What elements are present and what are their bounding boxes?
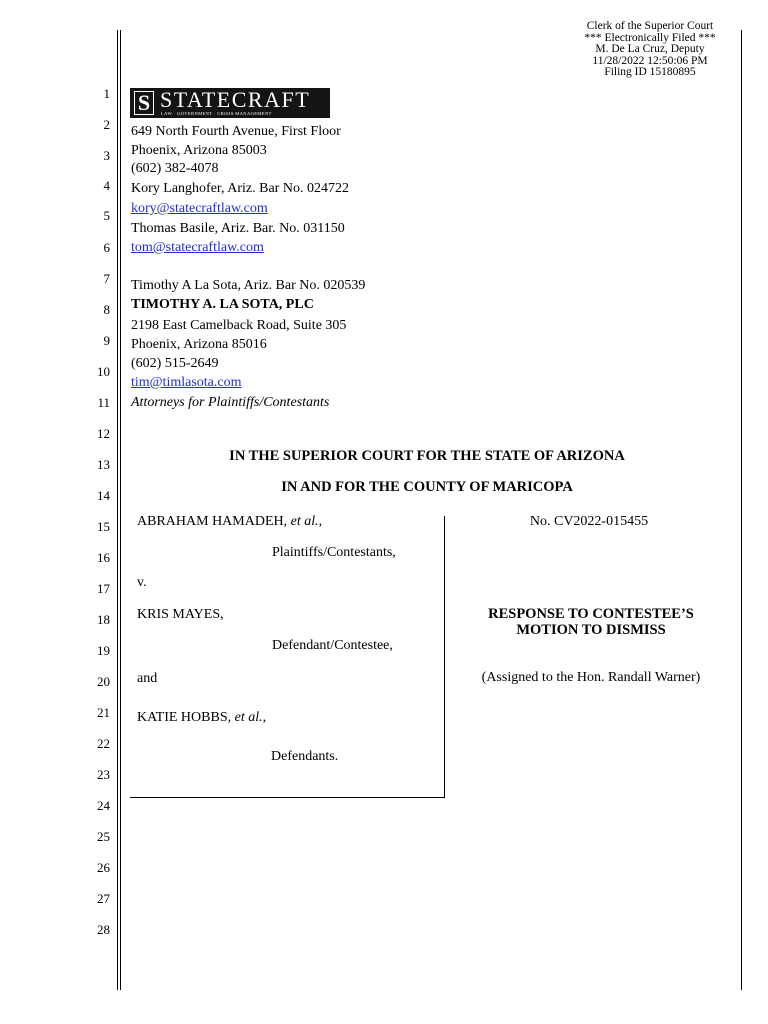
line-number: 6 bbox=[103, 240, 110, 255]
line-number: 22 bbox=[97, 736, 110, 751]
line-number: 11 bbox=[97, 395, 110, 410]
versus: v. bbox=[137, 575, 147, 590]
email-link-kory[interactable]: kory@statecraftlaw.com bbox=[131, 201, 268, 216]
email-link-tim[interactable]: tim@timlasota.com bbox=[131, 375, 242, 390]
line-number: 27 bbox=[97, 891, 110, 906]
line-number: 17 bbox=[97, 581, 110, 596]
email-link-tom[interactable]: tom@statecraftlaw.com bbox=[131, 240, 264, 255]
line-number: 12 bbox=[97, 426, 110, 441]
defendant-name: KRIS MAYES, bbox=[137, 607, 224, 622]
plaintiff-role: Plaintiffs/Contestants, bbox=[272, 545, 396, 560]
firm2-phone: (602) 515-2649 bbox=[131, 356, 219, 371]
defendant-role: Defendant/Contestee, bbox=[272, 638, 393, 653]
stamp-line: *** Electronically Filed *** bbox=[584, 31, 716, 44]
firm2-address1: 2198 East Camelback Road, Suite 305 bbox=[131, 318, 347, 333]
assigned-judge: (Assigned to the Hon. Randall Warner) bbox=[481, 670, 701, 685]
defendant2-name bbox=[137, 710, 266, 726]
line-number: 28 bbox=[97, 922, 110, 937]
line-number: 15 bbox=[97, 519, 110, 534]
attorney-langhofer: Kory Langhofer, Ariz. Bar No. 024722 bbox=[131, 181, 349, 196]
left-margin-rule-inner bbox=[120, 30, 121, 990]
firm1-address2: Phoenix, Arizona 85003 bbox=[131, 143, 267, 158]
defendant2-comma: , bbox=[262, 710, 267, 725]
statecraft-logo bbox=[130, 88, 330, 118]
court-heading-line2: IN AND FOR THE COUNTY OF MARICOPA bbox=[281, 479, 573, 495]
and-text: and bbox=[137, 671, 158, 686]
document-title-line2: MOTION TO DISMISS bbox=[516, 622, 666, 638]
defendant2-etal: et al. bbox=[234, 710, 263, 725]
court-heading-line1: IN THE SUPERIOR COURT FOR THE STATE OF ARIZONA bbox=[229, 448, 625, 464]
line-number: 24 bbox=[97, 798, 110, 813]
line-number: 18 bbox=[97, 612, 110, 627]
stamp-line: Filing ID 15180895 bbox=[604, 66, 696, 78]
firm2-address2: Phoenix, Arizona 85016 bbox=[131, 337, 267, 352]
defendant2-text: KATIE HOBBS, bbox=[137, 710, 232, 725]
logo-mark: S bbox=[134, 91, 154, 115]
stamp-line: M. De La Cruz, Deputy bbox=[595, 43, 705, 55]
document-title-line1: RESPONSE TO CONTESTEE’S bbox=[488, 606, 694, 622]
attorneys-role: Attorneys for Plaintiffs/Contestants bbox=[131, 395, 330, 410]
logo-name: STATECRAFT bbox=[160, 87, 311, 112]
plaintiff-comma: , bbox=[318, 514, 323, 529]
line-number: 2 bbox=[103, 117, 110, 132]
line-number: 10 bbox=[97, 364, 110, 379]
line-number: 3 bbox=[103, 148, 110, 163]
line-number: 1 bbox=[103, 86, 110, 101]
line-number: 25 bbox=[97, 829, 110, 844]
line-number: 13 bbox=[97, 457, 110, 472]
line-number: 23 bbox=[97, 767, 110, 782]
line-number: 9 bbox=[103, 333, 110, 348]
firm1-address1: 649 North Fourth Avenue, First Floor bbox=[131, 124, 341, 139]
line-number: 16 bbox=[97, 550, 110, 565]
line-number: 5 bbox=[103, 208, 110, 223]
line-number: 19 bbox=[97, 643, 110, 658]
logo-tagline: LAW · GOVERNMENT · CRISIS MANAGEMENT bbox=[161, 111, 272, 116]
case-number: No. CV2022-015455 bbox=[529, 514, 649, 529]
defendant2-role: Defendants. bbox=[271, 749, 339, 764]
stamp-line: 11/28/2022 12:50:06 PM bbox=[592, 54, 708, 67]
line-number: 20 bbox=[97, 674, 110, 689]
plaintiff-text: ABRAHAM HAMADEH, bbox=[137, 514, 288, 529]
firm2-name: TIMOTHY A. LA SOTA, PLC bbox=[131, 297, 314, 312]
line-number: 8 bbox=[103, 302, 110, 317]
line-number: 4 bbox=[103, 178, 110, 193]
caption-divider-horizontal bbox=[130, 797, 445, 798]
line-number: 7 bbox=[103, 271, 110, 286]
right-margin-rule bbox=[741, 30, 742, 990]
left-margin-rule-outer bbox=[117, 30, 118, 990]
attorney-basile: Thomas Basile, Ariz. Bar. No. 031150 bbox=[131, 221, 345, 236]
plaintiff-name bbox=[137, 514, 322, 530]
plaintiff-etal: et al. bbox=[290, 514, 319, 529]
filing-stamp bbox=[560, 21, 740, 79]
caption-divider-vertical bbox=[444, 516, 445, 798]
firm1-phone: (602) 382-4078 bbox=[131, 161, 219, 176]
stamp-line: Clerk of the Superior Court bbox=[586, 20, 714, 32]
line-number: 14 bbox=[97, 488, 110, 503]
attorney-lasota: Timothy A La Sota, Ariz. Bar No. 020539 bbox=[131, 278, 366, 293]
line-number: 26 bbox=[97, 860, 110, 875]
line-number: 21 bbox=[97, 705, 110, 720]
